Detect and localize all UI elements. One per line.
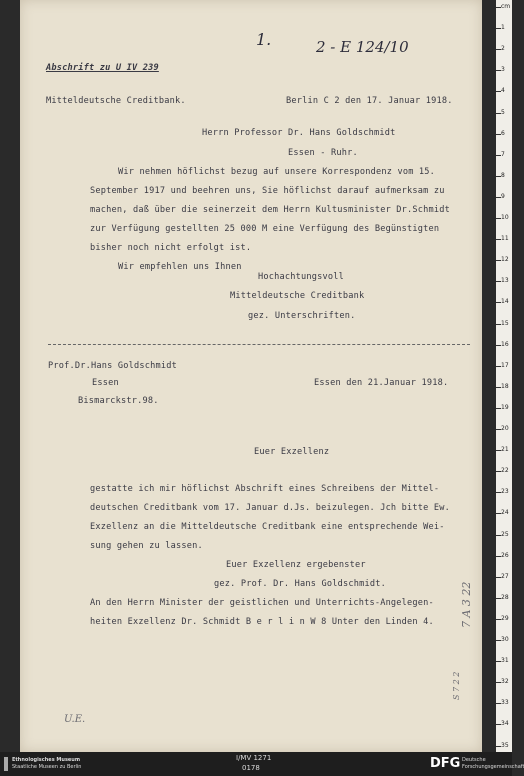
- dfg-logo: DFG: [430, 756, 461, 771]
- pencil-note-right-small: S 7 2 2: [452, 671, 461, 700]
- ruler-label: 16: [501, 340, 509, 348]
- letter1-closing: Hochachtungsvoll: [258, 272, 344, 282]
- letter1-body-line: September 1917 und beehren uns, Sie höflichst darauf aufmerksam zu: [90, 186, 445, 196]
- ruler-label: 21: [501, 446, 509, 454]
- pencil-note-bottom: U.E.: [64, 714, 86, 725]
- letter2-closing: Euer Exzellenz ergebenster: [226, 560, 366, 570]
- separator-rule: [48, 344, 470, 345]
- ruler-label: 9: [501, 192, 505, 200]
- ruler-label: cm: [501, 3, 511, 10]
- ruler-label: 14: [501, 298, 509, 306]
- ruler-label: 30: [501, 636, 509, 643]
- ruler-label: 19: [501, 403, 509, 411]
- museum-name: Ethnologisches Museum: [12, 757, 81, 763]
- museum-subname: Staatliche Museen zu Berlin: [12, 764, 82, 770]
- document-page: [20, 0, 482, 752]
- ruler-label: 28: [501, 593, 509, 601]
- ruler-label: 12: [501, 256, 509, 264]
- letter2-body-line: gestatte ich mir höflichst Abschrift eines Schreibens der Mittel-: [90, 484, 440, 494]
- copy-label: Abschrift zu U IV 239: [46, 63, 159, 73]
- letter2-signature: gez. Prof. Dr. Hans Goldschmidt.: [214, 579, 386, 589]
- letter1-sender: Mitteldeutsche Creditbank.: [46, 96, 186, 106]
- handwritten-number: 1.: [256, 30, 272, 49]
- letter2-sender-city: Essen: [92, 378, 119, 388]
- letter1-body-line: bisher noch nicht erfolgt ist.: [90, 243, 252, 253]
- ruler-label: 31: [501, 657, 509, 665]
- letter2-recipient-line: An den Herrn Minister der geistlichen und Unterrichts-Angelegen-: [90, 598, 434, 608]
- ruler-label: 7: [501, 150, 505, 158]
- ruler-label: 23: [501, 488, 509, 496]
- letter2-sender-name: Prof.Dr.Hans Goldschmidt: [48, 361, 177, 371]
- letter1-addressee: Herrn Professor Dr. Hans Goldschmidt: [202, 128, 396, 138]
- ruler-label: 18: [501, 382, 509, 390]
- museum-logo-icon: [4, 757, 8, 771]
- ruler-label: 26: [501, 551, 509, 559]
- ruler-label: 22: [501, 467, 509, 475]
- ruler-label: 2: [501, 45, 505, 53]
- letter1-body-line: machen, daß über die seinerzeit dem Herrn Kultusminister Dr.Schmidt: [90, 205, 451, 215]
- ruler-label: 29: [501, 614, 509, 622]
- ruler-label: 6: [501, 129, 505, 137]
- ruler-label: 32: [501, 678, 509, 686]
- ruler-label: 15: [501, 319, 509, 327]
- inventory-number: I/MV 1271: [236, 754, 272, 762]
- letter2-body-line: sung gehen zu lassen.: [90, 541, 203, 551]
- ruler-label: 13: [501, 277, 509, 285]
- letter2-sender-street: Bismarckstr.98.: [78, 396, 159, 406]
- ruler-label: 17: [501, 361, 509, 369]
- letter2-body-line: Exzellenz an die Mitteldeutsche Creditbank eine entsprechende Wei-: [90, 522, 445, 532]
- letter2-place-date: Essen den 21.Januar 1918.: [314, 378, 449, 388]
- ruler-label: 1: [501, 24, 505, 32]
- ruler-label: 5: [501, 108, 505, 116]
- dfg-name: Deutsche: [462, 757, 486, 763]
- letter1-signer: Mitteldeutsche Creditbank: [230, 291, 365, 301]
- ruler-label: 20: [501, 425, 509, 432]
- ruler-label: 25: [501, 530, 509, 538]
- archive-footer: [0, 752, 524, 776]
- letter1-signature: gez. Unterschriften.: [248, 311, 356, 321]
- ruler-label: 3: [501, 66, 505, 74]
- dfg-subname: Forschungsgemeinschaft: [462, 764, 524, 770]
- ruler-label: 34: [501, 720, 509, 728]
- ruler-label: 8: [501, 171, 505, 179]
- pencil-note-right: 7 A 3 22: [460, 581, 473, 628]
- letter1-address: Essen - Ruhr.: [288, 148, 358, 158]
- letter2-body-line: deutschen Creditbank vom 17. Januar d.Js. beizulegen. Jch bitte Ew.: [90, 503, 451, 513]
- letter2-salutation: Euer Exzellenz: [254, 447, 330, 457]
- letter1-body-line: Wir nehmen höflichst bezug auf unsere Korrespondenz vom 15.: [118, 167, 436, 177]
- ruler-label: 10: [501, 214, 509, 221]
- ruler-label: 35: [501, 741, 509, 749]
- ruler-label: 33: [501, 699, 509, 707]
- ruler-label: 24: [501, 509, 509, 517]
- ruler-label: 27: [501, 572, 509, 580]
- ruler-label: 4: [501, 87, 505, 95]
- measuring-ruler: [496, 0, 512, 752]
- letter1-body-line: zur Verfügung gestellten 25 000 M eine Verfügung des Begünstigten: [90, 224, 440, 234]
- letter1-place-date: Berlin C 2 den 17. Januar 1918.: [286, 96, 453, 106]
- ruler-label: 11: [501, 235, 509, 243]
- letter1-body-line: Wir empfehlen uns Ihnen: [118, 262, 242, 272]
- letter2-recipient-line: heiten Exzellenz Dr. Schmidt B e r l i n W 8 Unter den Linden 4.: [90, 617, 434, 627]
- page-number: 0178: [242, 764, 260, 772]
- handwritten-reference: 2 - E 124/10: [316, 38, 409, 56]
